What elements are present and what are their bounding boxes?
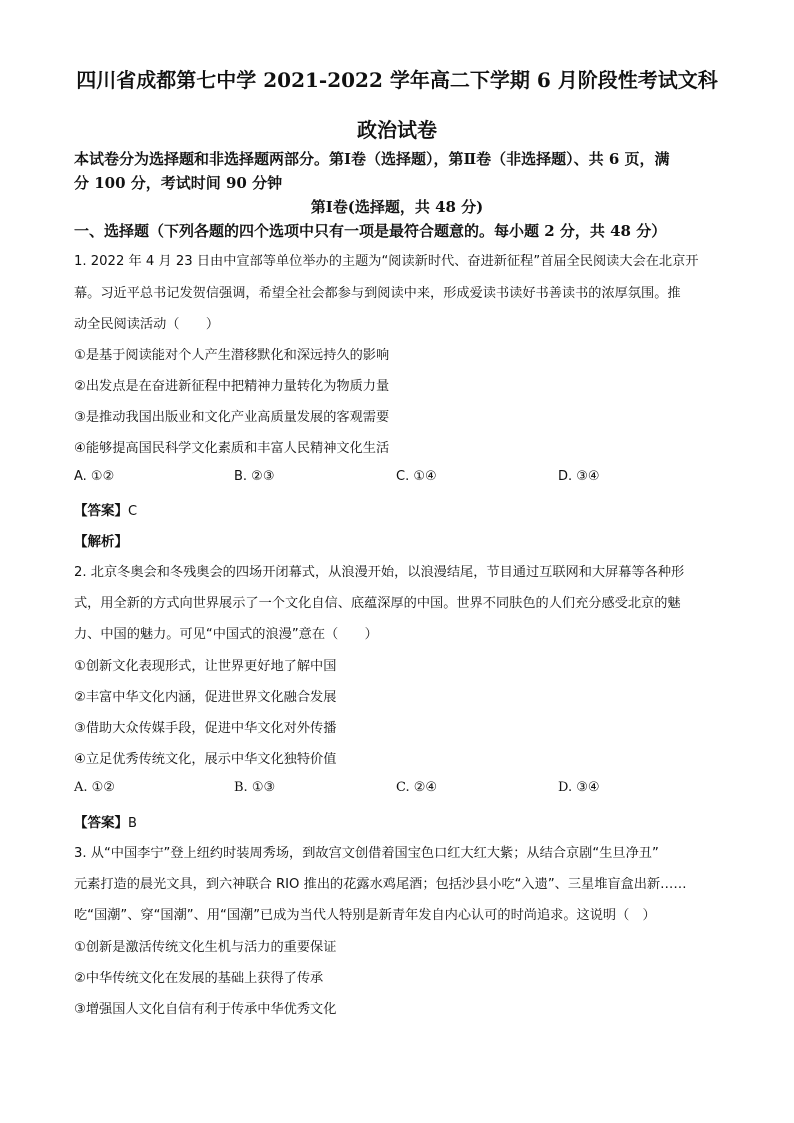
option-b: B. ①③ [234, 780, 276, 795]
option-d: D. ③④ [558, 780, 600, 795]
question-text-line: 幕。习近平总书记发贺信强调，希望全社会都参与到阅读中来，形成爱读书读好书善读书的浓厚氛围。推 [74, 286, 681, 301]
statement: ③是推动我国出版业和文化产业高质量发展的客观需要 [74, 410, 390, 425]
statement: ③借助大众传媒手段，促进中华文化对外传播 [74, 721, 337, 736]
answer-label: 【答案】 [74, 503, 128, 519]
exam-title-line1: 四川省成都第七中学 2021-2022 学年高二下学期 6 月阶段性考试文科 [76, 68, 718, 92]
section-instruction: 一、选择题（下列各题的四个选项中只有一项是最符合题意的。每小题 2 分，共 48 分） [74, 222, 667, 240]
statement: ①是基于阅读能对个人产生潜移默化和深远持久的影响 [74, 348, 390, 363]
statement: ②出发点是在奋进新征程中把精神力量转化为物质力量 [74, 379, 390, 394]
question-text-line: 式，用全新的方式向世界展示了一个文化自信、底蕴深厚的中国。世界不同肤色的人们充分感受北京的魅 [74, 596, 681, 611]
analysis [74, 530, 128, 551]
question-text-line: 2. 北京冬奥会和冬残奥会的四场开闭幕式，从浪漫开始，以浪漫结尾，节目通过互联网和大屏幕等各种形 [74, 565, 685, 580]
answer-label: 【答案】 [74, 815, 128, 831]
question-text-line: 元素打造的晨光文具，到六神联合 RIO 推出的花露水鸡尾酒；包括沙县小吃“入遗”、三星堆盲盒出新…… [74, 877, 687, 892]
intro-line1: 本试卷分为选择题和非选择题两部分。第Ⅰ卷（选择题），第Ⅱ卷（非选择题）、共 6 页，满 [74, 150, 670, 168]
statement: ④能够提高国民科学文化素质和丰富人民精神文化生活 [74, 441, 390, 456]
statement: ①创新是激活传统文化生机与活力的重要保证 [74, 940, 337, 955]
option-d: D. ③④ [558, 469, 600, 484]
option-b: B. ②③ [234, 469, 275, 484]
statement: ④立足优秀传统文化，展示中华文化独特价值 [74, 752, 337, 767]
exam-title-line2: 政治试卷 [357, 118, 437, 142]
question-text-line: 3. 从“中国李宁”登上纽约时装周秀场，到故宫文创借着国宝色口红大红大紫；从结合京剧“生旦净丑” [74, 846, 659, 861]
statement: ①创新文化表现形式，让世界更好地了解中国 [74, 659, 337, 674]
option-a: A. ①② [74, 469, 115, 484]
option-a: A. ①② [74, 780, 115, 795]
question-text-line: 力、中国的魅力。可见“中国式的浪漫”意在（ ） [74, 627, 378, 642]
answer [74, 811, 137, 832]
intro-line2: 分 100 分，考试时间 90 分钟 [74, 174, 283, 192]
analysis-label: 【解析】 [74, 534, 128, 550]
question-text-line: 吃“国潮”、穿“国潮”、用“国潮”已成为当代人特别是新青年发自内心认可的时尚追求。这说明（ ） [74, 908, 656, 923]
statement: ③增强国人文化自信有利于传承中华优秀文化 [74, 1002, 337, 1017]
statement: ②中华传统文化在发展的基础上获得了传承 [74, 971, 324, 986]
question-text-line: 1. 2022 年 4 月 23 日由中宣部等单位举办的主题为“阅读新时代、奋进新征程”首届全民阅读大会在北京开 [74, 254, 699, 269]
statement: ②丰富中华文化内涵，促进世界文化融合发展 [74, 690, 337, 705]
option-c: C. ②④ [396, 780, 438, 795]
question-text-line: 动全民阅读活动（ ） [74, 317, 220, 332]
answer-value: B [128, 816, 137, 831]
option-c: C. ①④ [396, 469, 437, 484]
answer [74, 499, 137, 520]
section-heading: 第Ⅰ卷(选择题，共 48 分) [310, 198, 484, 216]
answer-value: C [128, 504, 138, 519]
